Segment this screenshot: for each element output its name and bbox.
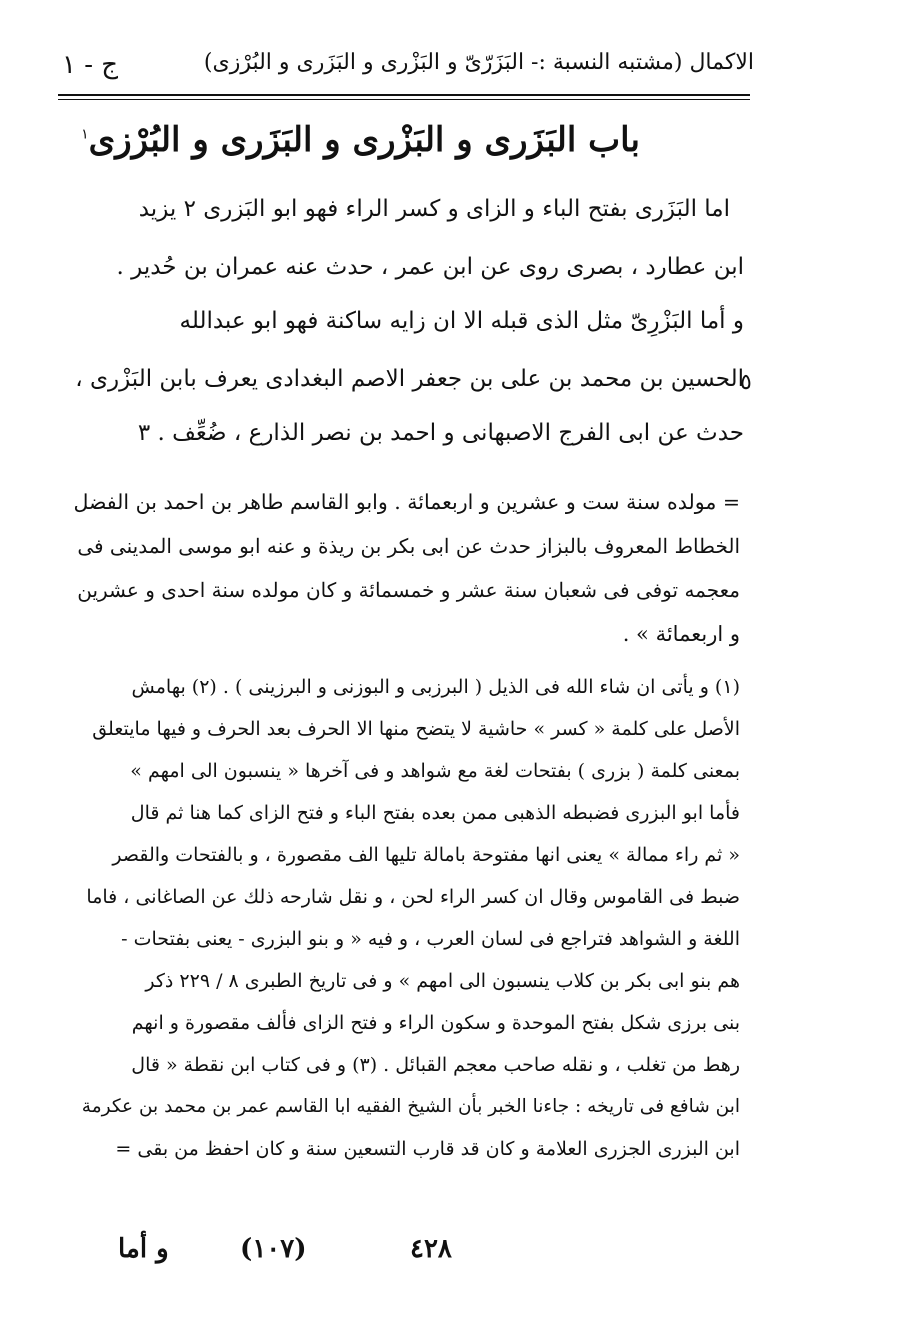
main-text-line: و أما البَزْرِىّ مثل الذى قبله الا ان زايه ساكنة فهو ابو عبدالله bbox=[179, 308, 744, 334]
volume-number: ج - ١ bbox=[62, 50, 119, 80]
footnote-line: « ثم راء ممالة » يعنى انها مفتوحة بامالة تليها الف مقصورة ، و بالفتحات والقصر bbox=[112, 844, 740, 866]
footnote-line: ضبط فى القاموس وقال ان كسر الراء لحن ، و نقل شارحه ذلك عن الصاغانى ، فاما bbox=[86, 886, 740, 908]
commentary-line: و اربعمائة » . bbox=[622, 622, 740, 646]
page-number: ٤٢٨ bbox=[410, 1234, 452, 1264]
chapter-title-note: ١ bbox=[81, 126, 89, 143]
footnote-line: بنى برزى شكل بفتح الموحدة و سكون الراء و فتح الزاى فألف مقصورة و انهم bbox=[131, 1012, 740, 1034]
footnote-line: رهط من تغلب ، و نقله صاحب معجم القبائل . (٣) و فى كتاب ابن نقطة « قال bbox=[131, 1054, 740, 1076]
main-text-line: ابن عطارد ، بصرى روى عن ابن عمر ، حدث عنه عمران بن حُدير . bbox=[116, 254, 744, 280]
chapter-title-text: باب البَزَرى و البَزْرى و البَزَرى و البُرْزى bbox=[88, 120, 640, 160]
footnote-line: بمعنى كلمة ( بزرى ) بفتحات لغة مع شواهد و فى آخرها « ينسبون الى امهم » bbox=[130, 760, 740, 782]
sequence-number: (١٠٧) bbox=[240, 1234, 307, 1264]
footnote-line: اللغة و الشواهد فتراجع فى لسان العرب ، و فيه « و بنو البزرى - يعنى بفتحات - bbox=[121, 928, 740, 950]
footnote-line: الأصل على كلمة « كسر » حاشية لا يتضح منها الا الحرف بعد الحرف و فيها مايتعلق bbox=[92, 718, 740, 740]
running-header-title: الاكمال (مشتبه النسبة :- البَزَرّىّ و البَزْرى و البَزَرى و البُرْزى) bbox=[203, 50, 754, 75]
commentary-line: = مولده سنة ست و عشرين و اربعمائة . وابو القاسم طاهر بن احمد بن الفضل bbox=[73, 490, 740, 514]
footnote-line: (١) و يأتى ان شاء الله فى الذيل ( البرزبى و البوزنى و البرزينى ) . (٢) بهامش bbox=[131, 676, 740, 698]
header-rule bbox=[58, 94, 750, 96]
main-text-line: الحسين بن محمد بن على بن جعفر الاصم البغدادى يعرف بابن البَزْرى ، bbox=[75, 366, 744, 392]
footnote-line: هم بنو ابى بكر بن كلاب ينسبون الى امهم » و فى تاريخ الطبرى ٨ / ٢٢٩ ذكر bbox=[145, 970, 740, 992]
commentary-line: معجمه توفى فى شعبان سنة عشر و خمسمائة و كان مولده سنة احدى و عشرين bbox=[77, 578, 740, 602]
catchword: و أما bbox=[118, 1234, 169, 1264]
footnote-line: ابن شافع فى تاريخه : جاءنا الخبر بأن الشيخ الفقيه ابا القاسم عمر بن محمد بن عكرمة bbox=[81, 1096, 740, 1117]
footnote-line: ابن البزرى الجزرى العلامة و كان قد قارب التسعين سنة و كان احفظ من بقى = bbox=[115, 1138, 740, 1160]
line-number: ٥ bbox=[740, 370, 752, 395]
footnote-line: فأما ابو البزرى فضبطه الذهبى ممن بعده بفتح الباء و فتح الزاى كما هنا ثم قال bbox=[130, 802, 740, 824]
main-text-line: حدث عن ابى الفرج الاصبهانى و احمد بن نصر الذارع ، ضُعِّف . ٣ bbox=[137, 420, 744, 446]
running-header bbox=[62, 44, 754, 94]
chapter-title bbox=[81, 120, 640, 160]
header-rule-thin bbox=[58, 99, 750, 100]
commentary-line: الخطاط المعروف بالبزاز حدث عن ابى بكر بن ريذة و عنه ابو موسى المدينى فى bbox=[77, 534, 740, 558]
main-text-line: اما البَزَرى بفتح الباء و الزاى و كسر الراء فهو ابو البَزرى ٢ يزيد bbox=[138, 196, 730, 222]
